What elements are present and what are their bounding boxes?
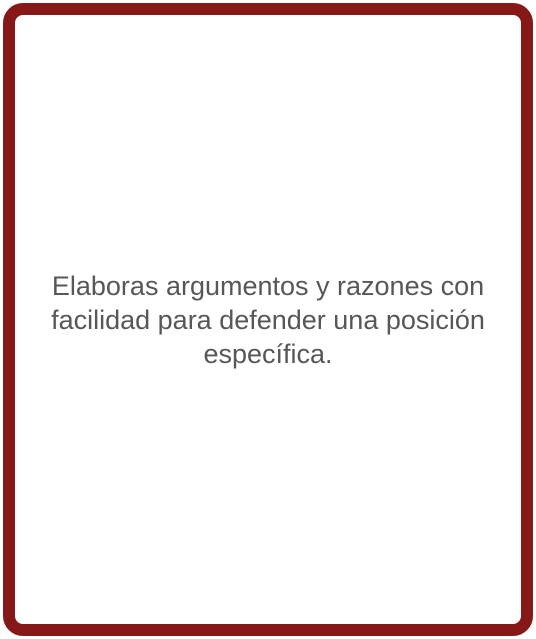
statement-card [3, 3, 533, 636]
card-text: Elaboras argumentos y razones con facilidad para defender una posición específica. [51, 270, 485, 369]
